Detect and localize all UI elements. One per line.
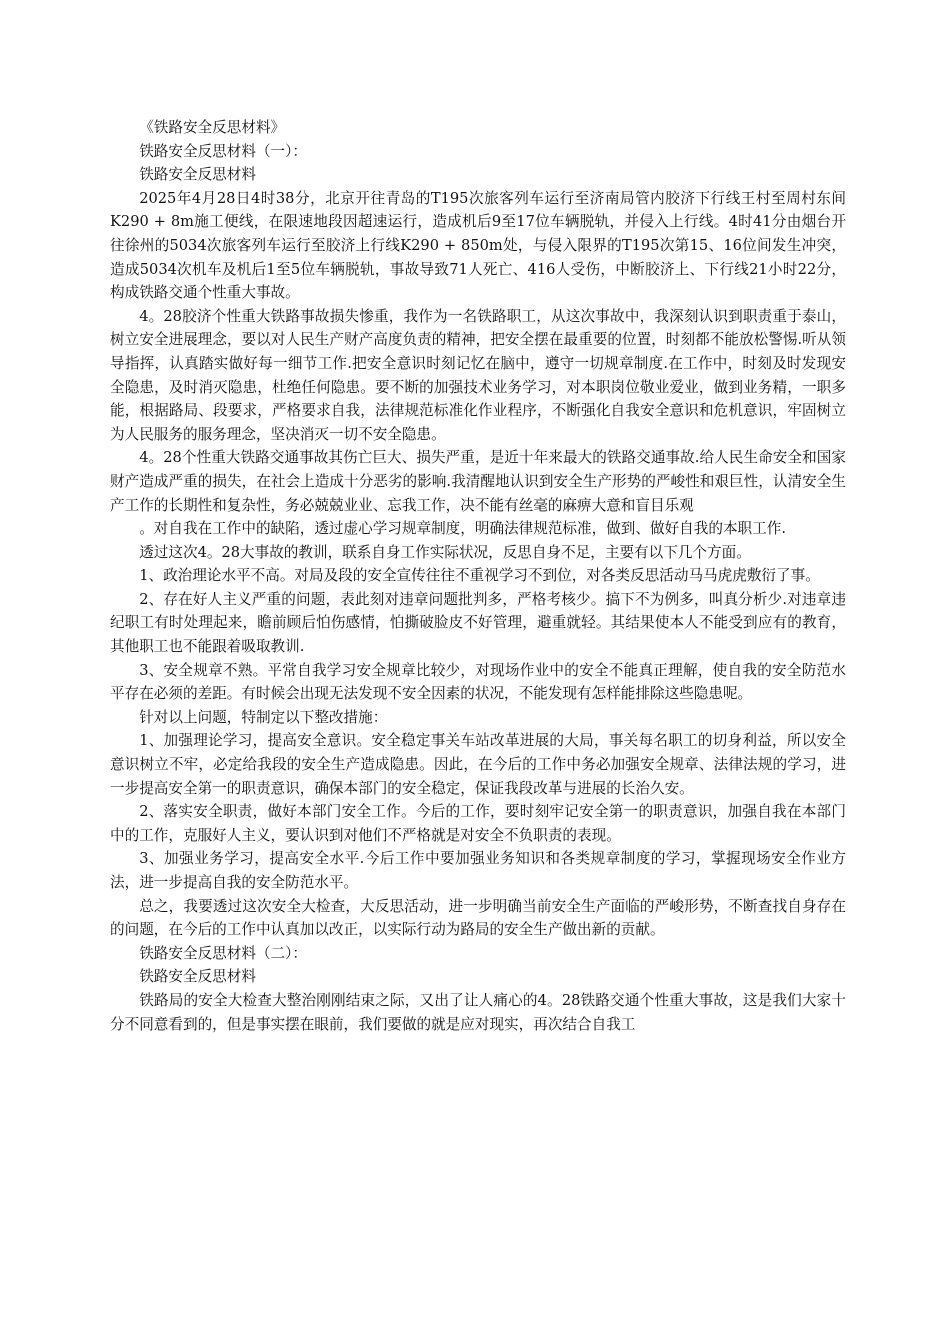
paragraph: 透过这次4。28大事故的教训，联系自身工作实际状况，反思自身不足，主要有以下几个方面。 <box>139 543 751 561</box>
paragraph: 铁路局的安全大检查大整治刚刚结束之际，又出了让人痛心的4。28铁路交通个性重大事故，这是我们大家十分不同意看到的，但是事实摆在眼前，我们要做的就是应对现实，再次结合自我工 <box>110 991 846 1033</box>
paragraph: 4。28胶济个性重大铁路事故损失惨重，我作为一名铁路职工，从这次事故中，我深刻认识到职责重于泰山，树立安全进展理念，要以对人民生产财产高度负责的精神，把安全摆在最重要的位置，时刻都不能放松警惕.听从领导指挥，认真踏实做好每一细节工作.把安全意识时刻记忆在脑中，遵守一切规章制度.在工作中，时刻及时发现安全隐患，及时消灭隐患，杜绝任何隐患。要不断的加强技术业务学习，对本职岗位敬业爱业，做到业务精，一职多能，根据路局、段要求，严格要求自我，法律规范标准化作业程序，不断强化自我安全意识和危机意识，牢固树立为人民服务的服务理念，坚决消灭一切不安全隐患。 <box>110 307 846 443</box>
section2-heading: 铁路安全反思材料（二）： <box>139 944 308 962</box>
paragraph: 2025年4月28日4时38分，北京开往青岛的T195次旅客列车运行至济南局管内胶济下行线王村至周村东间K290 + 8m施工便线，在限速地段因超速运行，造成机后9至17位车辆脱轨，并侵入上行线。4时41分由烟台开往徐州的5034次旅客列车运行至胶济上行线K290 + 850m处，与侵入限界的T195次第15、16位间发生冲突，造成5034次机车及机后1至5位车辆脱轨，事故导致71人死亡、416人受伤，中断胶济上、下行线21小时22分，构成铁路交通个性重大事故。 <box>110 189 846 302</box>
paragraph: 2、落实安全职责，做好本部门安全工作。今后的工作，要时刻牢记安全第一的职责意识，加强自我在本部门中的工作，克服好人主义，要认识到对他们不严格就是对安全不负职责的表现。 <box>110 803 846 844</box>
paragraph: 3、加强业务学习，提高安全水平.今后工作中要加强业务知识和各类规章制度的学习，掌握现场安全作业方法，进一步提高自我的安全防范水平。 <box>110 850 846 891</box>
paragraph: 4。28个性重大铁路交通事故其伤亡巨大、损失严重，是近十年来最大的铁路交通事故.给人民生命安全和国家财产造成严重的损失，在社会上造成十分恶劣的影响.我清醒地认识到安全生产形势的严峻性和艰巨性，认清安全生产工作的长期性和复杂性，务必兢兢业业、忘我工作，决不能有丝毫的麻痹大意和盲目乐观 <box>110 449 846 514</box>
section1-heading: 铁路安全反思材料（一）： <box>139 142 308 160</box>
paragraph: 总之，我要透过这次安全大检查，大反思活动，进一步明确当前安全生产面临的严峻形势，不断查找自身存在的问题，在今后的工作中认真加以改正，以实际行动为路局的安全生产做出新的贡献。 <box>110 897 846 939</box>
paragraph: 2、存在好人主义严重的问题，表此刻对违章问题批判多，严格考核少。搞下不为例多，叫真分析少.对违章违纪职工有时处理起来，瞻前顾后怕伤感情，怕撕破脸皮不好管理，避重就轻。其结果使本人不能受到应有的教育，其他职工也不能跟着吸取教训. <box>110 590 846 656</box>
section1-subheading: 铁路安全反思材料 <box>139 166 256 184</box>
paragraph: 。对自我在工作中的缺陷，透过虚心学习规章制度，明确法律规范标准，做到、做好自我的本职工作. <box>139 520 786 538</box>
paragraph: 1、政治理论水平不高。对局及段的安全宣传往往不重视学习不到位，对各类反思活动马马虎虎敷衍了事。 <box>139 567 820 585</box>
section2-subheading: 铁路安全反思材料 <box>139 968 256 986</box>
document-title: 《铁路安全反思材料》 <box>139 119 286 136</box>
paragraph: 3、安全规章不熟。平常自我学习安全规章比较少，对现场作业中的安全不能真正理解，使自我的安全防范水平存在必须的差距。有时候会出现无法发现不安全因素的状况，不能发现有怎样能排除这些隐患呢。 <box>110 661 846 703</box>
paragraph: 1、加强理论学习，提高安全意识。安全稳定事关车站改革进展的大局，事关每名职工的切身利益，所以安全意识树立不牢，必定给我段的安全生产造成隐患。因此，在今后的工作中务必加强安全规章、法律法规的学习，进一步提高安全第一的职责意识，确保本部门的安全稳定，保证我段改革与进展的长治久安。 <box>110 732 846 797</box>
document-page <box>110 116 846 1036</box>
paragraph: 针对以上问题，特制定以下整改措施： <box>139 708 388 726</box>
